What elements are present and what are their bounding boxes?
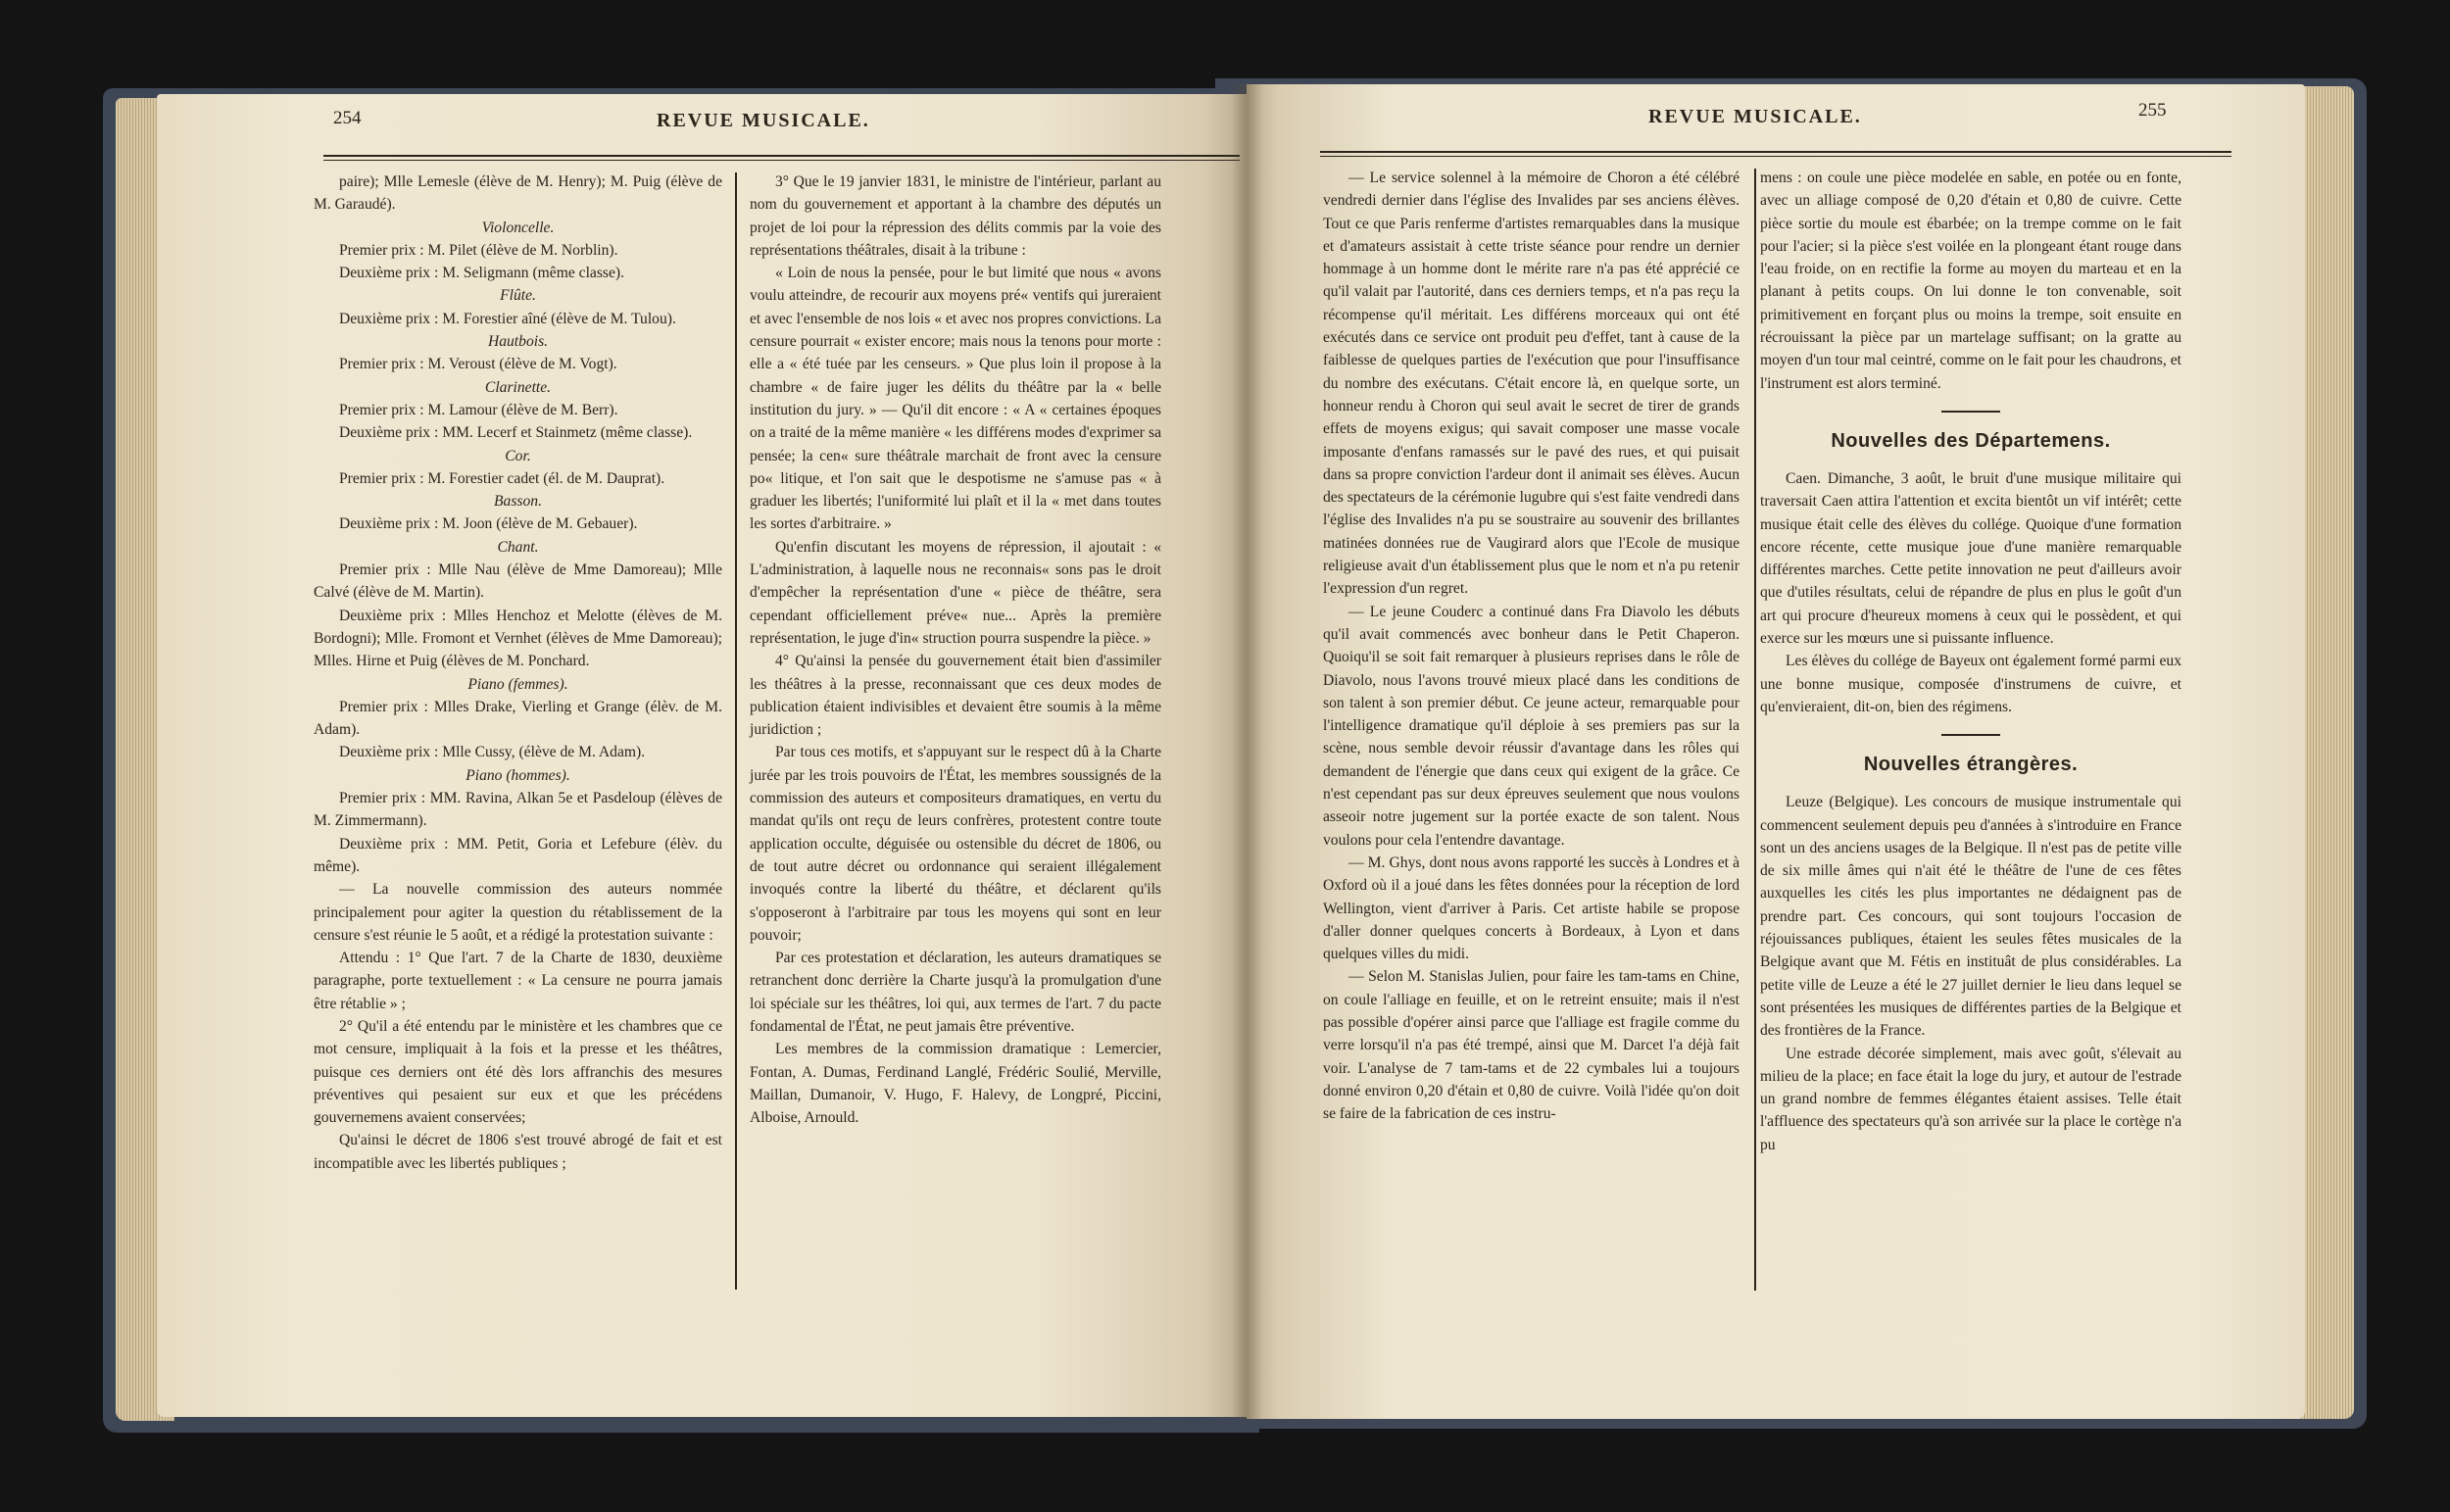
signatories: Les membres de la commission dramatique : Lemercier, Fontan, A. Dumas, Ferdinand Langlé, Frédéric Soulié, Merville, Maillan, Dumanoir, V. Hugo, F. Halevy, de Longpré, Piccini, Alboise, Arnould. <box>750 1041 1161 1127</box>
paragraph: Caen. Dimanche, 3 août, le bruit d'une musique militaire qui traversait Caen attira l'attention et excita bientôt un vif intérêt; cette musique était celle des élèves du collége. Quoique d'une formation encore récente, cette musique joue d'une manière remarquable différentes marches. Cette petite innovation ne peut d'ailleurs avoir que d'utiles résultats, celui de répandre de plus en plus le goût d'un art qui procure d'heureux momens à ceux qui le possèdent, et qui exerce sur les mœurs une si puissante influence. <box>1760 469 2181 648</box>
section-heading: Nouvelles étrangères. <box>1863 754 2079 776</box>
left-page <box>157 94 1247 1417</box>
category-heading: Clarinette. <box>484 378 552 396</box>
category-heading: Cor. <box>505 447 531 464</box>
paragraph: mens : on coule une pièce modelée en sable, en potée ou en fonte, avec un alliage composé de 0,20 d'étain et 0,80 de cuivre. Cette pièce sortie du moule est ébarbée; on la trempe comme on le fait pour l'acier; si la pièce s'est voilée en la plongeant étant rouge dans l'eau froide, on en rectifie la forme au moyen du marteau et en la planant à petits coups. On lui donne le ton convenable, soit primitivement en forçant plus ou moins la trempe, soit ensuite en récrouissant la pièce par un martelage suffisant; on la gratte au moyen d'un tour mal ceintré, comme on le fait pour les chaudrons, et l'instrument est alors terminé. <box>1760 170 2181 392</box>
paragraph: Qu'enfin discutant les moyens de répression, il ajoutait : « L'administration, à laquelle nous ne reconnais« sons pas le droit d'empêcher la représentation d'une « pièce de théâtre, sera cependant officiellement préve« nue... Après la première représentation, le juge d'in« struction pourra suspendre la pièce. » <box>750 538 1161 647</box>
right-running-head: REVUE MUSICALE. <box>1648 106 1862 127</box>
paragraph: — Le service solennel à la mémoire de Choron a été célébré vendredi dernier dans l'église des Invalides par ses anciens élèves. Tout ce que Paris renferme d'artistes remarquables dans la musique et d'amateurs assistait à cette triste séance pour rendre un dernier hommage à un homme dont le mérite rare n'a pas été apprécié ce qu'il valait par l'autorité, dans ces derniers temps, et n'a pas reçu la récompense qu'il méritait. Les différens morceaux qui ont été exécutés dans ce service ont produit peu d'effet, tant à cause de la faiblesse de quelques parties de l'exécution que pour l'insuffisance du nombre des exécutans. C'était encore là, en quelque sorte, un honneur rendu à Choron qui seul avait le secret de tirer de grands effets de moyens exigus; qui savait composer une masse vocale imposante d'enfans ramassés sur le pavé des rues, et qui puisait dans sa propre conviction l'ardeur dont il animait ses élèves. Aucun des spectateurs de la cérémonie lugubre qui s'est faite vendredi dans l'église des Invalides n'a pu se soustraire au souvenir des brillantes matinées données rue de Vaugirard alors que l'Ecole de musique religieuse avait d'un établissement plus que le nom et n'a pu retenir l'expression d'un regret. <box>1323 170 1740 598</box>
paragraph: 4° Qu'ainsi la pensée du gouvernement était bien d'assimiler les théâtres à la presse, reconnaissant que ces deux modes de publication étaient indivisibles et devaient être soumis à la même juridiction ; <box>750 653 1161 739</box>
paragraph: paire); Mlle Lemesle (élève de M. Henry); M. Puig (élève de M. Garaudé). <box>314 173 722 214</box>
left-column-divider <box>735 172 737 1290</box>
left-column-1 <box>314 171 722 1175</box>
paragraph: Qu'ainsi le décret de 1806 s'est trouvé abrogé de fait et est incompatible avec les libertés publiques ; <box>314 1132 722 1172</box>
section-rule <box>1941 411 2000 413</box>
paragraph: — La nouvelle commission des auteurs nommée principalement pour agiter la question du rétablissement de la censure s'est réunie le 5 août, et a rédigé la protestation suivante : <box>314 881 722 944</box>
category-heading: Piano (femmes). <box>467 675 568 693</box>
paragraph: 2° Qu'il a été entendu par le ministère et les chambres que ce mot censure, impliquait à la fois et la presse et les théâtres, puisque ces derniers ont été dès lors affranchis des mesures préventives qui pesaient sur eux et que les précédens gouvernemens avaient conservées; <box>314 1017 722 1127</box>
paragraph: « Loin de nous la pensée, pour le but limité que nous « avons voulu atteindre, de recourir aux moyens pré« ventifs qui jureraient et avec l'ensemble de nos lois « et avec nos propres convictions. La censure pourrait « exister encore; mais nous la tenons pour morte : elle a « été tuée par les censeurs. » Que plus loin il propose à la chambre « de faire juger les délits du théâtre par la « belle institution du jury. » — Qu'il dit encore : « A « certaines époques on a traité de la même manière « les différens modes d'exprimer sa pensée; la cen« sure théâtrale marchait de front avec la censure po« litique, et l'on sait que le despotisme ne s'amuse pas « à graduer les libertés; l'uniformité lui plaît et il la « met dans toutes les sortes d'arbitraire. » <box>750 265 1161 533</box>
paragraph: — M. Ghys, dont nous avons rapporté les succès à Londres et à Oxford où il a joué dans les fêtes données pour la réception de lord Wellington, vient d'arriver à Paris. Cet artiste habile se propose d'aller donner quelques concerts à Bordeaux, à Lyon et dans quelques villes du midi. <box>1323 854 1740 963</box>
book-gutter <box>1231 84 1262 1419</box>
prize-entry: Deuxième prix : M. Seligmann (même classe). <box>339 265 625 282</box>
paragraph: 3° Que le 19 janvier 1831, le ministre de l'intérieur, parlant au nom du gouvernement et apportant à la chambre des députés un projet de loi pour la répression des délits commis par la voie des représentations théâtrales, disait à la tribune : <box>750 173 1161 259</box>
prize-entry: Premier prix : M. Lamour (élève de M. Berr). <box>339 401 618 418</box>
prize-entry: Premier prix : Mlles Drake, Vierling et Grange (élèv. de M. Adam). <box>314 698 722 739</box>
right-column-divider <box>1754 169 1756 1291</box>
left-page-number: 254 <box>333 108 362 128</box>
category-heading: Basson. <box>494 493 542 511</box>
right-header-rule-thin <box>1320 156 2231 157</box>
paragraph: Une estrade décorée simplement, mais avec goût, s'élevait au milieu de la place; en face était la loge du jury, et autour de l'estrade un grand nombre de femmes élégantes étaient assises. Telle était l'affluence des spectateurs qu'à son arrivée sur la place le cortège n'a pu <box>1760 1045 2181 1153</box>
prize-entry: Premier prix : M. Forestier cadet (él. de M. Dauprat). <box>339 469 665 487</box>
paragraph: Par tous ces motifs, et s'appuyant sur le respect dû à la Charte jurée par les trois pouvoirs de l'État, les membres soussignés de la commission des auteurs et compositeurs dramatiques, en vertu du mandat qu'ils ont reçu de leurs confrères, protestent contre toute application occulte, déguisée ou ostensible du décret de 1806, ou de tout autre décret ou ordonnance qui seraient illégalement invoqués contre la liberté du théâtre, et déclarent qu'ils s'opposeront à l'arbitraire par tous les moyens qui sont en leur pouvoir; <box>750 744 1161 944</box>
paragraph: Par ces protestation et déclaration, les auteurs dramatiques se retranchent donc derrière la Charte jusqu'à la promulgation d'une loi spéciale sur les théâtres, loi qui, aux termes de l'art. 7 du pacte fondamental de l'État, ne peut jamais être préventive. <box>750 950 1161 1035</box>
paragraph: — Le jeune Couderc a continué dans Fra Diavolo les débuts qu'il avait commencés avec bonheur dans le Petit Chaperon. Quoiqu'il se soit fait remarquer à plusieurs reprises dans le rôle de Diavolo, nous l'avons trouvé mieux placé dans les conditions de son talent à son premier début. Ce jeune acteur, remarquable pour l'intelligence dramatique qu'il déploie à ses premiers pas sur la scène, nous semble devoir réussir d'avantage dans les rôles qui demandent de l'énergie que dans ceux qui exigent de la grâce. Ce n'est cependant pas sur deux épreuves seulement que nous voulons asseoir notre jugement sur la portée exacte de son talent. Nous voulons pour cela l'entendre davantage. <box>1323 603 1740 849</box>
paragraph: Les élèves du collége de Bayeux ont également formé parmi eux une bonne musique, composée d'instrumens de cuivre, et qu'envieraient, dit-on, bien des régimens. <box>1760 653 2181 715</box>
category-heading: Violoncelle. <box>481 219 555 236</box>
category-heading: Piano (hommes). <box>466 766 570 784</box>
right-page <box>1247 84 2305 1419</box>
prize-entry: Deuxième prix : MM. Lecerf et Stainmetz (même classe). <box>339 424 693 442</box>
prize-entry: Premier prix : Mlle Nau (élève de Mme Damoreau); Mlle Calvé (élève de M. Martin). <box>314 561 722 602</box>
prize-entry: Deuxième prix : M. Forestier aîné (élève de M. Tulou). <box>339 310 676 327</box>
prize-entry: Deuxième prix : Mlle Cussy, (élève de M. Adam). <box>339 744 646 761</box>
left-header-rule-thin <box>323 160 1240 161</box>
right-column-2 <box>1760 167 2181 1156</box>
right-page-number: 255 <box>2138 100 2167 121</box>
category-heading: Hautbois. <box>487 333 549 351</box>
prize-entry: Premier prix : MM. Ravina, Alkan 5e et Pasdeloup (élèves de M. Zimmermann). <box>314 790 722 830</box>
prize-entry: Deuxième prix : Mlles Henchoz et Melotte (élèves de M. Bordogni); Mlle. Fromont et Vernhet (élèves de Mme Damoreau); Mlles. Hirne et Puig (élèves de M. Ponchard. <box>314 607 722 670</box>
section-rule <box>1941 734 2000 736</box>
paragraph: Leuze (Belgique). Les concours de musique instrumentale qui commencent seulement depuis peu d'années à s'introduire en France sont un des anciens usages de la Belgique. Il n'est pas de petite ville de six mille âmes qui n'ait été le théâtre de l'une de ces fêtes auxquelles les cités les plus importantes ne dédaignent pas de prendre part. Ces concours, qui sont toujours l'occasion de réjouissances publiques, étaient les seules fêtes musicales de la Belgique avant que M. Fétis en instituât de plus considérables. La petite ville de Leuze a été le 27 juillet dernier le lieu dans lequel se sont présentées les musiques de différentes parties de la Belgique et des frontières de la France. <box>1760 794 2181 1040</box>
right-column-1 <box>1323 167 1740 1125</box>
left-column-2 <box>750 171 1161 1129</box>
left-header-rule <box>323 155 1240 157</box>
category-heading: Flûte. <box>500 287 536 305</box>
prize-entry: Premier prix : M. Veroust (élève de M. Vogt). <box>339 356 617 373</box>
category-heading: Chant. <box>497 538 539 556</box>
section-heading: Nouvelles des Départemens. <box>1831 429 2111 452</box>
right-header-rule <box>1320 151 2231 153</box>
paragraph: Attendu : 1° Que l'art. 7 de la Charte de 1830, deuxième paragraphe, porte textuellement : « La censure ne pourra jamais être rétablie » ; <box>314 950 722 1012</box>
left-running-head: REVUE MUSICALE. <box>657 110 870 131</box>
paragraph: — Selon M. Stanislas Julien, pour faire les tam-tams en Chine, on coule l'alliage en feuille, et on le retreint ensuite; mais il n'est pas possible d'opérer ainsi parce que l'alliage est fragile comme du verre lorsqu'il n'a pas été trempé, ainsi que M. Darcet l'a déjà fait voir. L'analyse de 7 tam-tams et de 22 cymbales lui a toujours donné environ 0,20 d'étain et 0,80 de cuivre. Voilà l'idée qu'on doit se faire de la fabrication de ces instru- <box>1323 968 1740 1123</box>
prize-entry: Deuxième prix : M. Joon (élève de M. Gebauer). <box>339 515 638 533</box>
prize-entry: Premier prix : M. Pilet (élève de M. Norblin). <box>339 241 618 259</box>
prize-entry: Deuxième prix : MM. Petit, Goria et Lefebure (élèv. du même). <box>314 835 722 875</box>
